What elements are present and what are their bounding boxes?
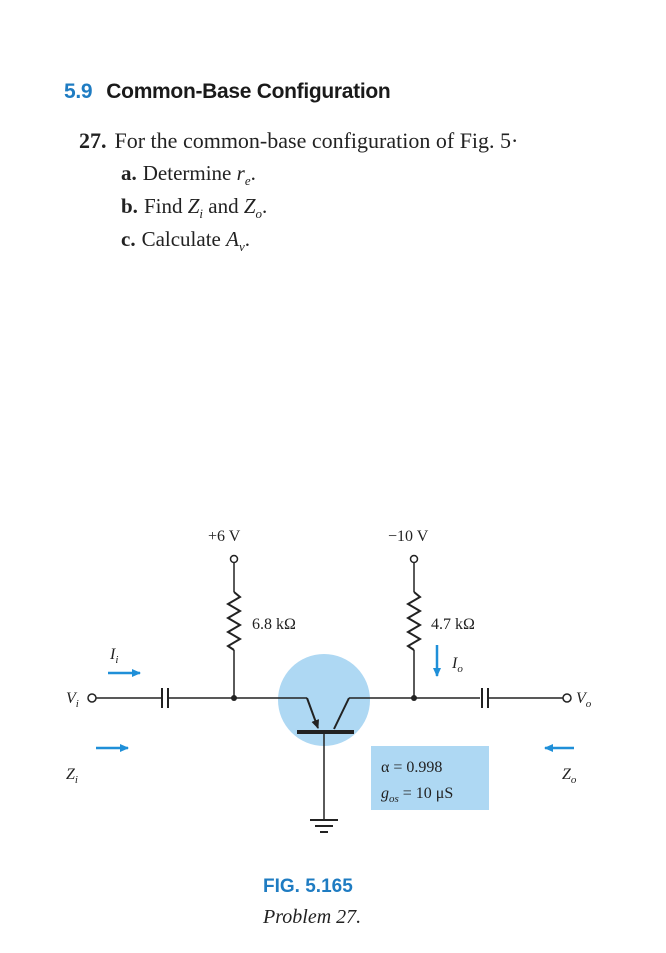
input-capacitor xyxy=(162,688,168,708)
part-b-label: b. xyxy=(121,194,138,218)
output-voltage-label: $V_o$ xyxy=(576,690,592,710)
figure-label: FIG. 5.165 xyxy=(263,876,353,897)
output-capacitor xyxy=(482,688,488,708)
ground-symbol xyxy=(310,820,338,832)
gos-parameter: $g_{os} = 10$ μS xyxy=(381,785,454,805)
input-voltage-label: $V_i$ xyxy=(66,690,79,710)
left-supply-terminal xyxy=(231,556,238,563)
section-number: 5.9 xyxy=(64,80,93,103)
output-current-label: $I_o$ xyxy=(452,655,463,675)
emitter-resistor-label: 6.8 kΩ xyxy=(252,616,296,633)
part-a: a. Determine $r_e$. xyxy=(121,161,256,189)
alpha-parameter: α = 0.998 xyxy=(381,759,443,776)
part-c-label: c. xyxy=(121,227,136,251)
input-current-label: $I_i$ xyxy=(110,646,119,666)
emitter-resistor xyxy=(228,592,240,650)
part-b: b. Find $Z_i$ and $Z_o$. xyxy=(121,194,268,222)
part-a-label: a. xyxy=(121,161,137,185)
output-impedance-label: $Z_o$ xyxy=(562,766,577,786)
right-supply-label: −10 V xyxy=(388,528,429,545)
left-supply-label: +6 V xyxy=(208,528,241,545)
problem-text: For the common-base configuration of Fig. 5· xyxy=(114,128,519,153)
collector-resistor xyxy=(408,592,420,650)
input-terminal xyxy=(88,694,96,702)
problem-number: 27. xyxy=(79,128,107,153)
right-supply-terminal xyxy=(411,556,418,563)
part-c: c. Calculate $A_v$. xyxy=(121,227,250,255)
section-title: Common-Base Configuration xyxy=(106,80,391,103)
collector-resistor-label: 4.7 kΩ xyxy=(431,616,475,633)
figure-caption: Problem 27. xyxy=(263,906,362,928)
input-impedance-label: $Z_i$ xyxy=(66,766,78,786)
output-terminal xyxy=(563,694,571,702)
